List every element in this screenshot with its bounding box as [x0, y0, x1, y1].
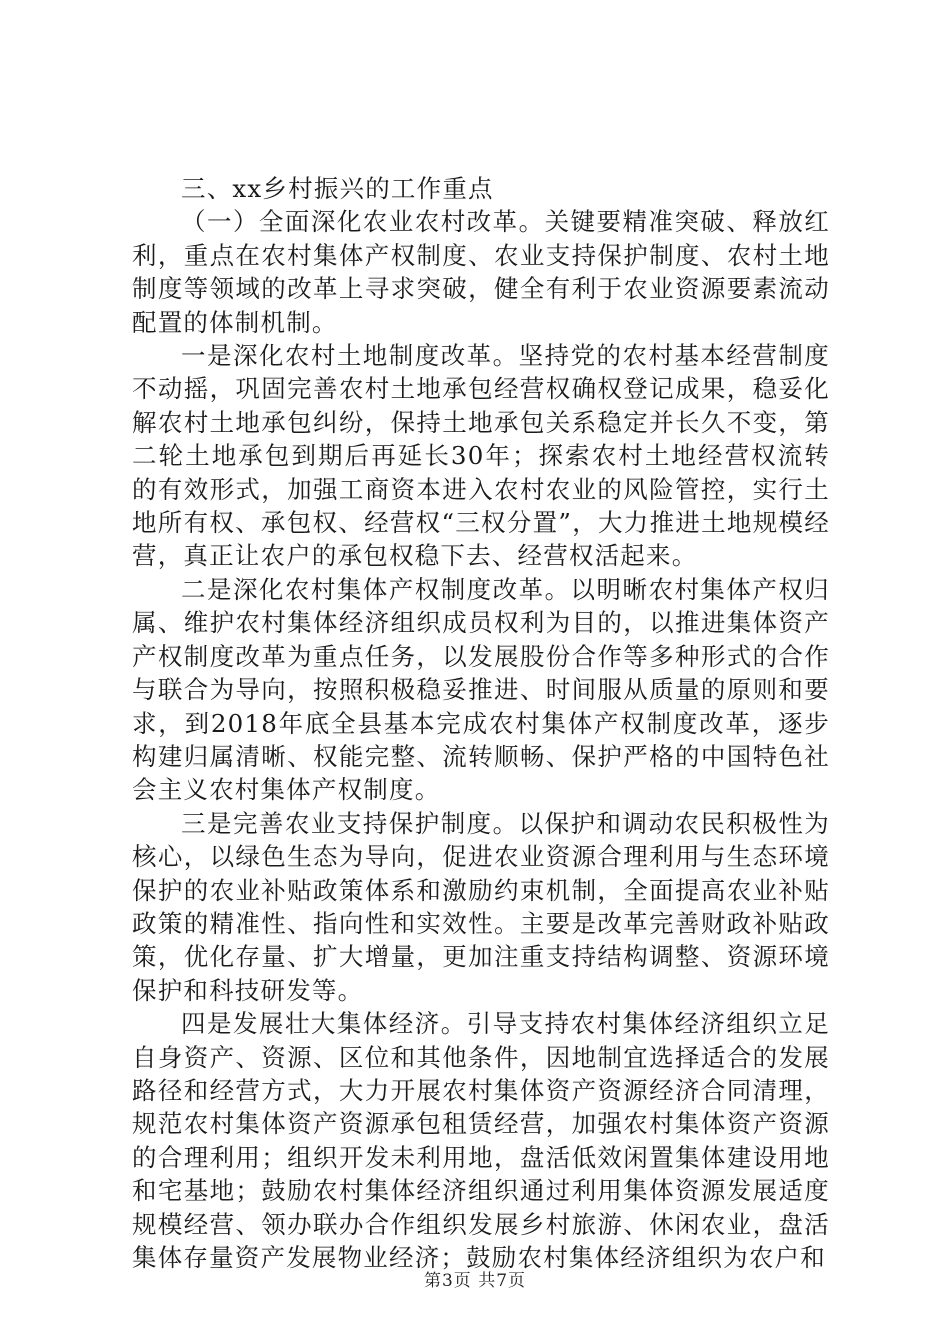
paragraph-collective-economy: 四是发展壮大集体经济。引导支持农村集体经济组织立足自身资产、资源、区位和其他条件，因地制宜选择适合的发展路径和经营方式，大力开展农村集体资产资源经济合同清理，规范农村集体资产资源承包租赁经营，加强农村集体资产资源的合理利用；组织开发未利用地，盘活低效闲置集体建设用地和宅基地；鼓励农村集体经济组织通过利用集体资源发展适度规模经营、领办联办合作组织发展乡村旅游、休闲农业，盘活集体存量资产发展物业经济；鼓励农村集体经济组织为农户和 — [132, 1009, 830, 1272]
document-body — [132, 172, 830, 1274]
paragraph-property-rights-reform: 二是深化农村集体产权制度改革。以明晰农村集体产权归属、维护农村集体经济组织成员权利为目的，以推进集体资产产权制度改革为重点任务，以发展股份合作等多种形式的合作与联合为导向，按照积极稳妥推进、时间服从质量的原则和要求，到2018年底全县基本完成农村集体产权制度改革，逐步构建归属清晰、权能完整、流转顺畅、保护严格的中国特色社会主义农村集体产权制度。 — [132, 574, 830, 805]
paragraph-overview: （一）全面深化农业农村改革。关键要精准突破、释放红利，重点在农村集体产权制度、农业支持保护制度、农村土地制度等领域的改革上寻求突破，健全有利于农业资源要素流动配置的体制机制。 — [132, 207, 830, 337]
paragraph-land-reform: 一是深化农村土地制度改革。坚持党的农村基本经营制度不动摇，巩固完善农村土地承包经营权确权登记成果，稳妥化解农村土地承包纠纷，保持土地承包关系稳定并长久不变，第二轮土地承包到期后再延长30年；探索农村土地经营权流转的有效形式，加强工商资本进入农村农业的风险管控，实行土地所有权、承包权、经营权“三权分置”，大力推进土地规模经营，真正让农户的承包权稳下去、经营权活起来。 — [132, 341, 830, 571]
paragraph-support-protection: 三是完善农业支持保护制度。以保护和调动农民积极性为核心，以绿色生态为导向，促进农业资源合理利用与生态环境保护的农业补贴政策体系和激励约束机制，全面提高农业补贴政策的精准性、指向性和实效性。主要是改革完善财政补贴政策，优化存量、扩大增量，更加注重支持结构调整、资源环境保护和科技研发等。 — [132, 808, 830, 1005]
section-heading: 三、xx乡村振兴的工作重点 — [181, 174, 494, 203]
page-number-footer: 第3页 共7页 — [423, 1271, 527, 1291]
